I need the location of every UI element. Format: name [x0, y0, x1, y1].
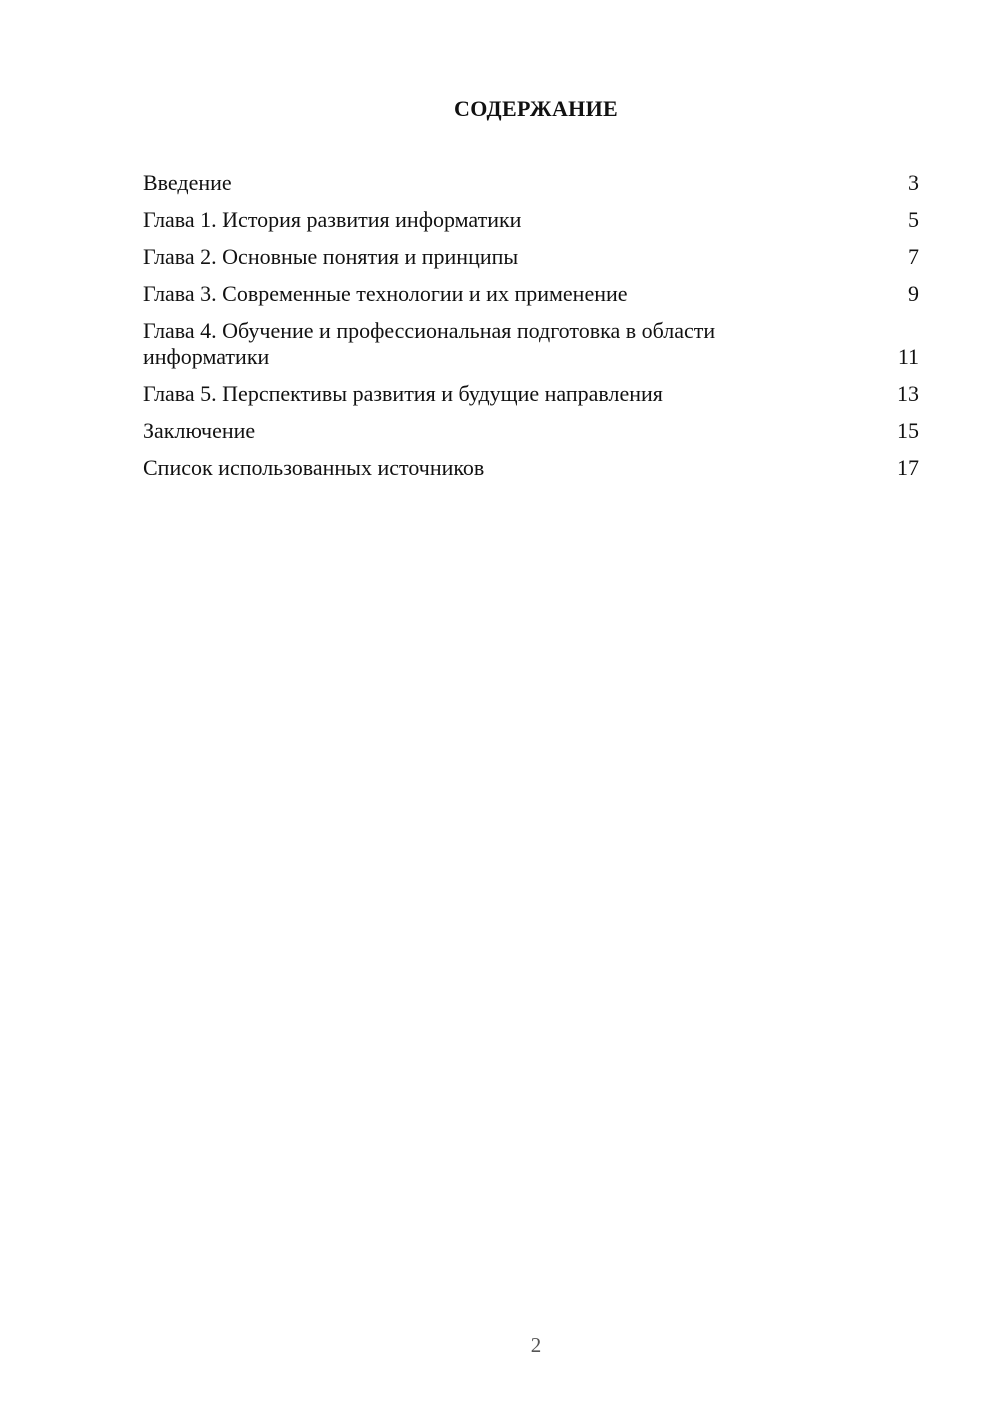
toc-entry-chapter-1 — [143, 207, 919, 233]
toc-entry-label: Глава 3. Современные технологии и их применение — [143, 281, 628, 306]
toc-entry-page: 13 — [897, 381, 919, 406]
toc-entry-references — [143, 455, 919, 481]
toc-entry-page: 9 — [908, 281, 919, 306]
toc-entry-label: Глава 1. История развития информатики — [143, 207, 522, 232]
toc-entry-label: Заключение — [143, 418, 256, 443]
toc-entry-label: Глава 2. Основные понятия и принципы — [143, 244, 519, 269]
toc-entry-page: 3 — [908, 170, 919, 195]
toc-entry-conclusion — [143, 418, 919, 444]
toc-entry-chapter-2 — [143, 244, 919, 270]
page-number: 2 — [530, 1333, 542, 1357]
toc-entry-label: Глава 4. Обучение и профессиональная подготовка в области информатики — [143, 318, 716, 369]
toc-entry-page: 5 — [908, 207, 919, 232]
toc-entry-introduction — [143, 170, 919, 196]
table-of-contents — [143, 170, 919, 492]
toc-entry-label: Глава 5. Перспективы развития и будущие направления — [143, 381, 663, 406]
toc-entry-page: 11 — [897, 344, 919, 369]
toc-entry-label: Введение — [143, 170, 232, 195]
toc-entry-chapter-4 — [143, 318, 919, 370]
toc-entry-page: 17 — [897, 455, 919, 480]
toc-entry-chapter-5 — [143, 381, 919, 407]
toc-entry-label: Список использованных источников — [143, 455, 485, 480]
toc-entry-page: 7 — [908, 244, 919, 269]
page-title: СОДЕРЖАНИЕ — [454, 96, 618, 121]
toc-entry-page: 15 — [897, 418, 919, 443]
toc-entry-chapter-3 — [143, 281, 919, 307]
